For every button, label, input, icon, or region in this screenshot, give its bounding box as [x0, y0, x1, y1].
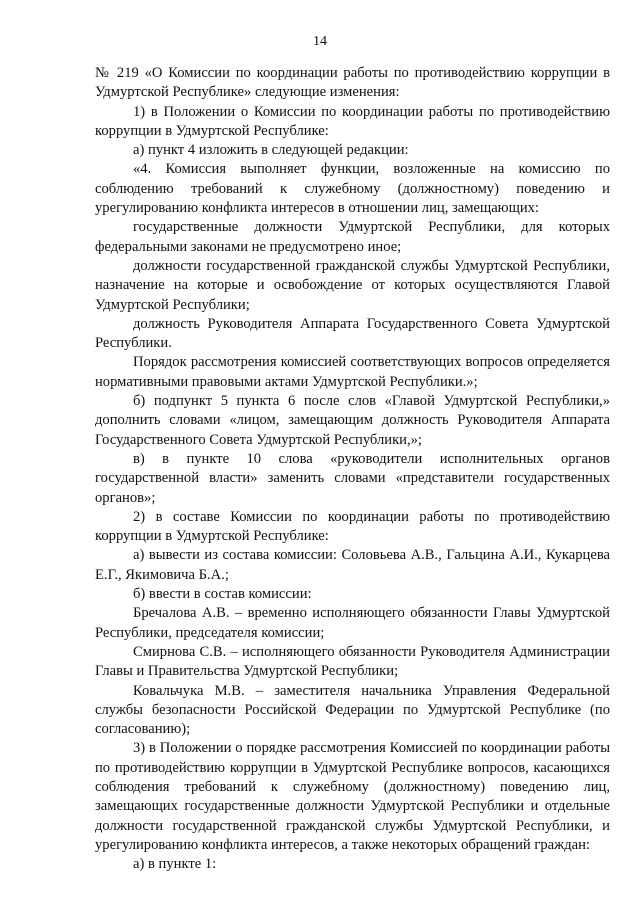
- paragraph-subitem-b: б) подпункт 5 пункта 6 после слов «Главой Удмуртской Республики,» дополнить словами «лицом, замещающим должность Руководителя Аппарата Государственного Совета Удмуртской Республики,»;: [95, 393, 610, 448]
- document-body: [95, 64, 610, 874]
- paragraph-member-kovalchuk: Ковальчука М.В. – заместителя начальника Управления Федеральной службы безопасности Российской Федерации по Удмуртской Республике (по согласованию);: [95, 682, 610, 738]
- page-number: 14: [313, 34, 327, 49]
- paragraph-member-smirnov: Смирнова С.В. – исполняющего обязанности Руководителя Администрации Главы и Правительства Удмуртской Республики;: [95, 643, 610, 680]
- paragraph-remove-members: а) вывести из состава комиссии: Соловьева А.В., Гальцина А.И., Кукарцева Е.Г., Якимовича Б.А.;: [95, 547, 610, 583]
- paragraph-point-4: «4. Комиссия выполняет функции, возложенные на комиссию по соблюдению требований к служебному (должностному) поведению и урегулированию конфликта интересов в отношении лиц, замещающих:: [95, 161, 610, 217]
- paragraph-point-1: а) в пункте 1:: [133, 856, 217, 873]
- paragraph-state-positions: государственные должности Удмуртской Республики, для которых федеральными законами не предусмотрено иное;: [95, 219, 610, 255]
- paragraph-item-2: 2) в составе Комиссии по координации работы по противодействию коррупции в Удмуртской Республике:: [95, 508, 610, 545]
- paragraph-civil-service-positions: должности государственной гражданской службы Удмуртской Республики, назначение на которые и освобождение от которых осуществляются Главой Удмуртской Республики;: [95, 257, 610, 313]
- paragraph-subitem-v: в) в пункте 10 слова «руководители исполнительных органов государственной власти» заменить словами «представители государственных органов»;: [95, 450, 610, 506]
- paragraph-item-1: 1) в Положении о Комиссии по координации работы по противодействию коррупции в Удмуртской Республике:: [95, 103, 610, 139]
- paragraph-add-members: б) ввести в состав комиссии:: [133, 586, 312, 603]
- paragraph-head-of-apparatus: должность Руководителя Аппарата Государственного Совета Удмуртской Республики.: [95, 315, 610, 352]
- paragraph-item-3: 3) в Положении о порядке рассмотрения Комиссией по координации работы по противодействию коррупции в Удмуртской Республике вопросов, касающихся соблюдения требований к служебному (должностному) поведению лиц, замещающих государственные должности Удмуртской Республики и отдельные должности государственной гражданской службы Удмуртской Республики, и урегулированию конфликта интересов, а также некоторых обращений граждан:: [95, 740, 610, 853]
- paragraph-member-brechalov: Бречалова А.В. – временно исполняющего обязанности Главы Удмуртской Республики, председателя комиссии;: [95, 605, 610, 641]
- paragraph-subitem-a: а) пункт 4 изложить в следующей редакции:: [133, 142, 409, 159]
- paragraph-procedure: Порядок рассмотрения комиссией соответствующих вопросов определяется нормативными правовыми актами Удмуртской Республики.»;: [95, 354, 610, 390]
- paragraph-decree-title: № 219 «О Комиссии по координации работы по противодействию коррупции в Удмуртской Республике» следующие изменения:: [95, 65, 610, 101]
